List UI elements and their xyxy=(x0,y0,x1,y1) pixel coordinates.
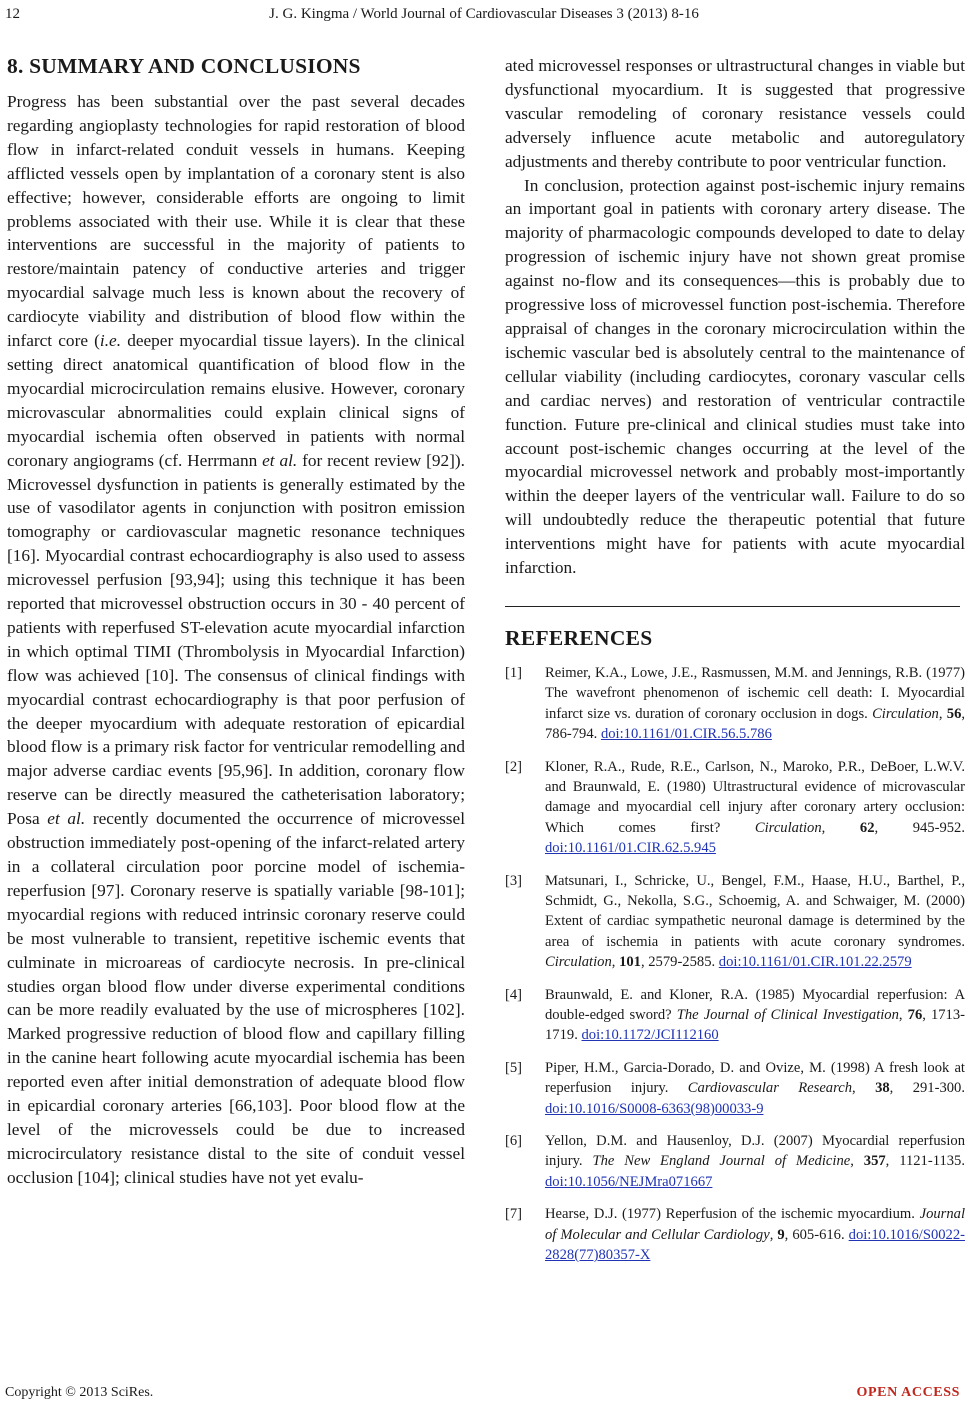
reference-number: [2] xyxy=(505,758,523,775)
reference-text: Piper, H.M., Garcia-Dorado, D. and Ovize, M. (1998) A fresh look at reperfusion injury. xyxy=(545,1059,965,1097)
doi-link[interactable]: doi:10.1016/S0022-2828(77)80357-X xyxy=(545,1226,966,1264)
reference-volume: 62 xyxy=(859,819,875,836)
reference-text: Kloner, R.A., Rude, R.E., Carlson, N., Maroko, P.R., DeBoer, L.W.V. and Braunwald, E. (1980) Ultrastructural evidence of microvascular damage and myocardial cell injury after coronary artery occlusion: Which comes first? xyxy=(545,758,965,836)
reference-number: [6] xyxy=(505,1133,523,1150)
reference-text: Yellon, D.M. and Hausenloy, D.J. (2007) Myocardial reperfusion injury. xyxy=(545,1133,965,1170)
reference-text: Braunwald, E. and Kloner, R.A. (1985) Myocardial reperfusion: A double-edged sword? xyxy=(545,986,965,1024)
reference-number: [1] xyxy=(505,664,523,681)
reference-item: [6] Yellon, D.M. and Hausenloy, D.J. (2007) Myocardial reperfusion injury. The New England Journal of Medicine, 357, 1121-1135. doi:10.1056/NEJMra071667 xyxy=(505,1133,965,1190)
doi-link[interactable]: doi:10.1056/NEJMra071667 xyxy=(545,1173,713,1190)
reference-text: Matsunari, I., Schricke, U., Bengel, F.M., Haase, H.U., Barthel, P., Schmidt, G., Nekolla, S.G., Schoemig, A. and Schwaiger, M. (2000) Extent of cardiac sympathetic neuronal damage is determined by the area of ischemia in patients with acute coronary syndromes. xyxy=(545,872,965,950)
reference-journal: The Journal of Clinical Investigation xyxy=(676,1007,899,1024)
reference-pages: , 2579-2585. xyxy=(640,954,719,971)
summary-italic-etal-2: et al. xyxy=(47,809,86,829)
summary-text-part-3: for recent review [92]). Microvessel dysfunction in patients is generally estimated by the use of vasodilator agents in conjunction with positron emission tomography or cardiovascular magnetic resonance techniques [16]. Myocardial contrast echocardiography is also used to assess microvessel perfusion [93,94]; using this technique it has been reported that microvessel obstruction occurs in 30 - 40 percent of patients with reperfused ST-elevation acute myocardial infarction in which optimal TIMI (Thrombolysis in Myocardial Infarction) flow was achieved [10]. The consensus of clinical findings with myocardial contrast echocardiography is that poor perfusion of the deeper myocardium with adequate restoration of epicardial blood flow is a primary risk factor for ventricular remodelling and major adverse cardiac events [95,96]. In addition, coronary flow reserve can be directly measured the catheterisation laboratory; Posa xyxy=(7,450,465,829)
reference-pages: , 605-616. xyxy=(784,1226,849,1243)
reference-journal: Circulation xyxy=(754,819,822,836)
summary-italic-ie: i.e. xyxy=(99,331,122,351)
running-head: J. G. Kingma / World Journal of Cardiovascular Diseases 3 (2013) 8-16 xyxy=(269,6,699,22)
open-access-badge: OPEN ACCESS xyxy=(856,1385,960,1400)
summary-text-part-1: Progress has been substantial over the past several decades regarding angioplasty technologies for rapid restoration of blood flow in infarct-related conduit vessels in humans. Keeping afflicted vessels open by implantation of a coronary stent is also effective; however, considerable efforts are ongoing to limit problems associated with their use. While it is clear that these interventions are successful in the majority of patients to restore/maintain patency of conductive arteries and trigger myocardial salvage much less is known about the recovery of cardiocyte viability and distribution of blood flow within the infarct core ( xyxy=(7,92,465,351)
reference-number: [4] xyxy=(505,986,523,1003)
references-heading: REFERENCES xyxy=(505,625,653,650)
reference-volume: 76 xyxy=(907,1007,923,1024)
reference-number: [7] xyxy=(505,1206,523,1223)
reference-pages: , 1713-1719. xyxy=(545,1007,966,1044)
doi-link[interactable]: doi:10.1161/01.CIR.101.22.2579 xyxy=(718,954,912,971)
reference-journal: Cardiovascular Research xyxy=(687,1080,853,1097)
doi-link[interactable]: doi:10.1161/01.CIR.62.5.945 xyxy=(545,840,716,857)
summary-italic-etal: et al. xyxy=(262,450,298,470)
reference-volume: 101 xyxy=(619,954,641,971)
reference-journal: Circulation xyxy=(545,954,612,971)
reference-item: [1] Reimer, K.A., Lowe, J.E., Rasmussen, M.M. and Jennings, R.B. (1977) The wavefront phenomenon of ischemic cell death: I. Myocardial infarct size vs. duration of coronary occlusion in dogs. Circulation, 56, 786-794. doi:10.1161/01.CIR.56.5.786 xyxy=(505,664,966,743)
summary-paragraph xyxy=(7,90,465,1190)
reference-text: Hearse, D.J. (1977) Reperfusion of the ischemic myocardium. xyxy=(545,1206,920,1223)
doi-link[interactable]: doi:10.1016/S0008-6363(98)00033-9 xyxy=(545,1100,764,1117)
reference-journal: Circulation xyxy=(872,705,939,722)
reference-item: [4] Braunwald, E. and Kloner, R.A. (1985) Myocardial reperfusion: A double-edged sword? The Journal of Clinical Investigation, 76, 1713-1719. doi:10.1172/JCI112160 xyxy=(505,986,966,1044)
page-footer xyxy=(0,1385,968,1411)
summary-text-part-2: deeper myocardial tissue layers). In the clinical setting direct anatomical quantification of blood flow in the myocardial microcirculation remains elusive. However, coronary microvascular abnormalities could explain clinical signs of myocardial ischemia often observed in patients with normal coronary angiograms (cf. Herrmann xyxy=(7,331,465,470)
doi-link[interactable]: doi:10.1161/01.CIR.56.5.786 xyxy=(600,726,772,743)
reference-volume: 9 xyxy=(777,1226,785,1243)
reference-journal: Journal of Molecular and Cellular Cardiology xyxy=(545,1206,965,1243)
right-column xyxy=(505,54,965,1278)
reference-item: [2] Kloner, R.A., Rude, R.E., Carlson, N., Maroko, P.R., DeBoer, L.W.V. and Braunwald, E. (1980) Ultrastructural evidence of microvascular damage and myocardial cell injury after coronary artery occlusion: Which comes first? Circulation, 62, 945-952. doi:10.1161/01.CIR.62.5.945 xyxy=(505,758,965,857)
reference-volume: 357 xyxy=(863,1153,886,1170)
doi-link[interactable]: doi:10.1172/JCI112160 xyxy=(581,1027,719,1044)
reference-number: [3] xyxy=(505,872,523,889)
reference-list xyxy=(505,663,965,1266)
summary-continuation: ated microvessel responses or ultrastructural changes in viable but dysfunctional myocardium. It is suggested that progressive vascular remodeling of coronary resistance vessels could adversely influence acute metabolic and autoregulatory adjustments and thereby contribute to poor ventricular function. xyxy=(505,56,965,171)
reference-text: Reimer, K.A., Lowe, J.E., Rasmussen, M.M. and Jennings, R.B. (1977) The wavefront phenomenon of ischemic cell death: I. Myocardial infarct size vs. duration of coronary occlusion in dogs. xyxy=(545,664,965,722)
section-heading: 8. SUMMARY AND CONCLUSIONS xyxy=(7,54,361,78)
reference-number: [5] xyxy=(505,1059,523,1076)
section-divider xyxy=(505,606,960,607)
reference-item: [5] Piper, H.M., Garcia-Dorado, D. and Ovize, M. (1998) A fresh look at reperfusion injury. Cardiovascular Research, 38, 291-300. doi:10.1016/S0008-6363(98)00033-9 xyxy=(505,1059,965,1117)
page-header xyxy=(0,0,968,40)
reference-pages: , 786-794. xyxy=(545,705,966,743)
reference-volume: 38 xyxy=(875,1080,890,1097)
reference-item: [3] Matsunari, I., Schricke, U., Bengel, F.M., Haase, H.U., Barthel, P., Schmidt, G., Nekolla, S.G., Schoemig, A. and Schwaiger, M. (2000) Extent of cardiac sympathetic neuronal damage is determined by the area of ischemia in patients with acute coronary syndromes. Circulation, 101, 2579-2585. doi:10.1161/01.CIR.101.22.2579 xyxy=(505,872,965,971)
page-number: 12 xyxy=(5,6,20,22)
copyright-notice: Copyright © 2013 SciRes. xyxy=(5,1385,154,1400)
conclusion-paragraph: In conclusion, protection against post-ischemic injury remains an important goal in patients with coronary artery disease. The majority of pharmacologic compounds developed to date to delay progression of ischemic injury have not shown great promise against no-flow and its consequences—this is probably due to progressive loss of microvessel function post-ischemia. Therefore appraisal of changes in the coronary microcirculation within the ischemic vascular bed is absolutely central to the maintenance of cellular viability (including cardiocytes, coronary vascular cells and cardiac nerves) and restoration of ventricular contractile function. Future pre-clinical and clinical studies must take into account post-ischemic changes occurring at the level of the myocardial microvessel network and probably most-importantly within the deeper layers of the ventricular wall. Failure to do so will undoubtedly reduce the therapeutic potential that future interventions might have for patients with acute myocardial infarction. xyxy=(505,175,965,578)
summary-text-part-4: recently documented the occurrence of microvessel obstruction immediately post-opening of the infarct-related artery in a collateral circulation poor porcine model of ischemia-reperfusion [97]. Coronary reserve is spatially variable [98-101]; myocardial regions with reduced intrinsic coronary reserve could be most vulnerable to transient, repetitive ischemic events that culminate in microareas of cardiocyte necrosis. In pre-clinical studies organ blood flow under diverse experimental conditions can be more readily evaluated by the use of microspheres [102]. Marked progressive reduction of blood flow and capillary filling in the canine heart following acute myocardial ischemia has been reported even after initial demonstration of adequate blood flow in epicardial coronary arteries [66,103]. Poor blood flow at the level of the microvessels could be due to increased microcirculatory resistance distal to the site of conduit vessel occlusion [104]; clinical studies have not yet evalu- xyxy=(7,809,465,1187)
reference-volume: 56 xyxy=(946,705,962,722)
reference-item: [7] Hearse, D.J. (1977) Reperfusion of the ischemic myocardium. Journal of Molecular and Cellular Cardiology, 9, 605-616. doi:10.1016/S0022-2828(77)80357-X xyxy=(505,1206,966,1264)
reference-pages: , 291-300. xyxy=(889,1080,965,1097)
left-column xyxy=(7,54,465,1190)
reference-journal: The New England Journal of Medicine xyxy=(592,1153,851,1170)
reference-pages: , 1121-1135. xyxy=(885,1153,965,1170)
reference-pages: , 945-952. xyxy=(874,819,965,836)
